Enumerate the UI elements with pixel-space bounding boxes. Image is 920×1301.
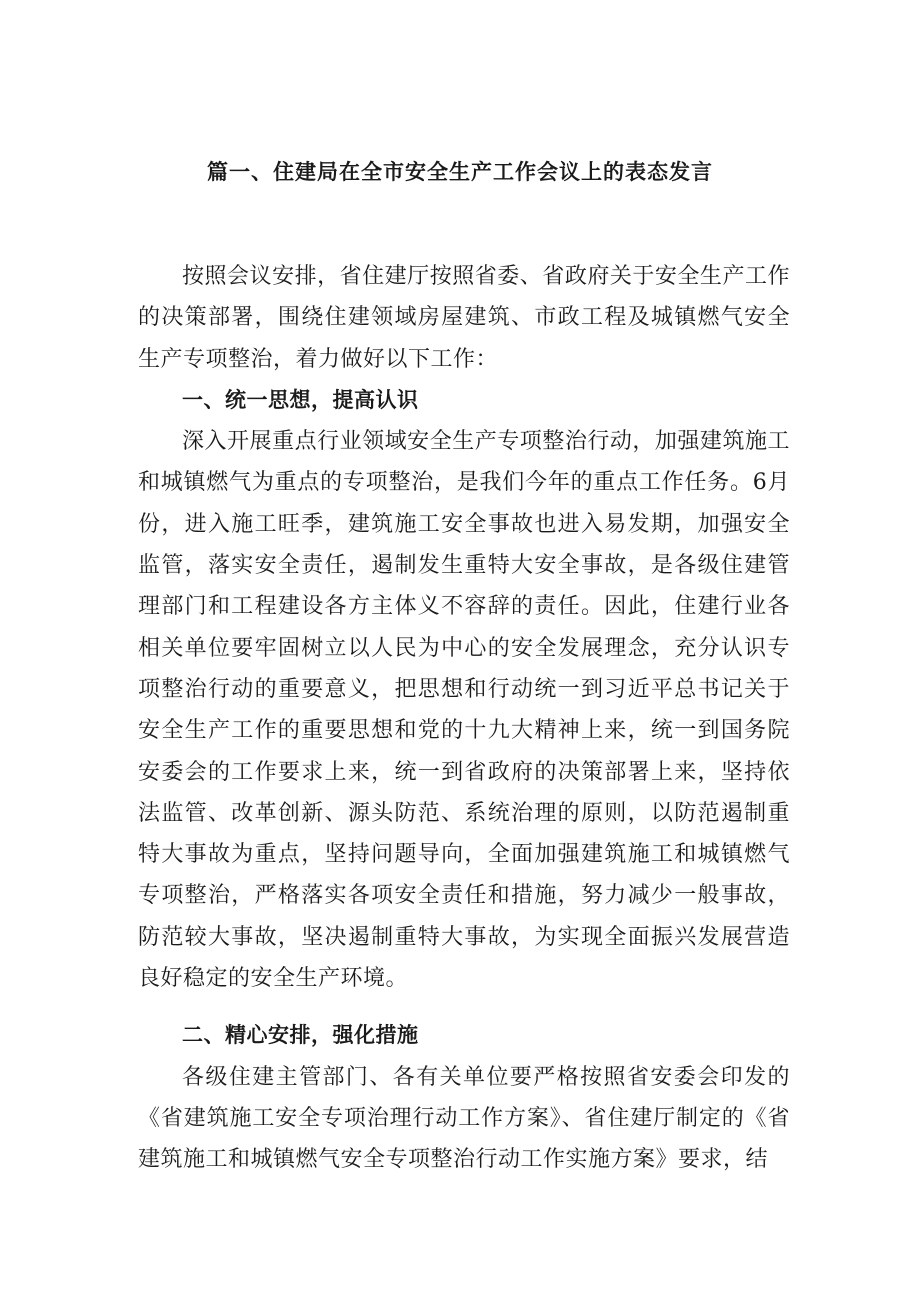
document-body [138, 256, 790, 1181]
section-spacer [138, 999, 790, 1015]
section-2-paragraph: 各级住建主管部门、各有关单位要严格按照省安委会印发的《省建筑施工安全专项治理行动工作方案》、省住建厅制定的《省建筑施工和城镇燃气安全专项整治行动工作实施方案》要求，结 [138, 1064, 790, 1173]
intro-paragraph: 按照会议安排，省住建厅按照省委、省政府关于安全生产工作的决策部署，围绕住建领域房屋建筑、市政工程及城镇燃气安全生产专项整治，着力做好以下工作： [138, 264, 790, 372]
section-2-heading: 二、精心安排，强化措施 [182, 1023, 419, 1048]
section-1-heading: 一、统一思想，提高认识 [182, 387, 419, 412]
section-1-paragraph: 深入开展重点行业领域安全生产专项整治行动，加强建筑施工和城镇燃气为重点的专项整治，是我们今年的重点工作任务。6月份，进入施工旺季，建筑施工安全事故也进入易发期，加强安全监管，落实安全责任，遏制发生重特大安全事故，是各级住建管理部门和工程建设各方主体义不容辞的责任。因此，住建行业各相关单位要牢固树立以人民为中心的安全发展理念，充分认识专项整治行动的重要意义，把思想和行动统一到习近平总书记关于安全生产工作的重要思想和党的十九大精神上来，统一到国务院安委会的工作要求上来，统一到省政府的决策部署上来，坚持依法监管、改革创新、源头防范、系统治理的原则，以防范遏制重特大事故为重点，坚持问题导向，全面加强建筑施工和城镇燃气专项整治，严格落实各项安全责任和措施，努力减少一般事故，防范较大事故，坚决遏制重特大事故，为实现全面振兴发展营造良好稳定的安全生产环境。 [138, 429, 790, 992]
document-title: 篇一、住建局在全市安全生产工作会议上的表态发言 [207, 160, 713, 184]
